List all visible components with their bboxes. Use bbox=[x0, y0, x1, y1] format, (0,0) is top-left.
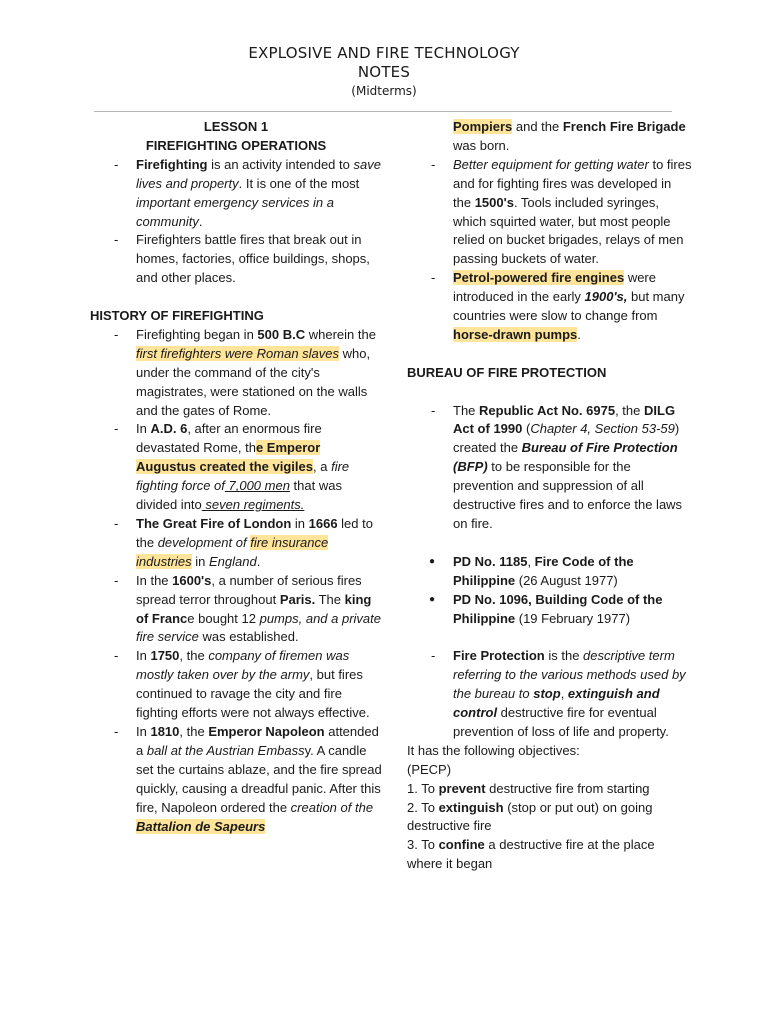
text-run: 1750 bbox=[150, 648, 180, 664]
document-subtitle: (Midterms) bbox=[351, 84, 417, 98]
text-run: 1810 bbox=[150, 723, 180, 739]
history-item bbox=[90, 647, 382, 723]
text-run: company of firemen was mostly taken over by the army bbox=[136, 648, 350, 683]
highlighted-text: horse-drawn pumps bbox=[453, 326, 578, 342]
text-run: . It is one of the most bbox=[238, 175, 360, 191]
text-run: pumps, and a private fire service bbox=[136, 610, 381, 645]
text-run: The Great Fire of London bbox=[136, 516, 292, 532]
text-run: save lives and property bbox=[136, 156, 381, 191]
objectives-list bbox=[407, 780, 692, 875]
text-run: destructive fire for eventual prevention of loss of life and property. bbox=[453, 705, 669, 739]
text-run: , a bbox=[313, 459, 332, 475]
text-run: PD No. 1096, Building Code of the Philippine bbox=[453, 591, 663, 626]
history-heading: HISTORY OF FIREFIGHTING bbox=[90, 308, 264, 324]
highlighted-text: Pompiers bbox=[453, 119, 513, 134]
text-run: fire fighting force of bbox=[136, 459, 350, 494]
text-run: Fire Protection bbox=[453, 648, 545, 664]
text-run: , bbox=[527, 553, 535, 569]
bfp-item bbox=[407, 402, 692, 534]
text-run: . bbox=[577, 326, 581, 342]
history-item bbox=[407, 156, 692, 269]
history-list bbox=[90, 326, 382, 836]
text-run: development of bbox=[157, 534, 251, 550]
text-run: descriptive term referring to the various methods used by the bureau to bbox=[453, 648, 686, 702]
text-run: , after an enormous fire devastated Rome, th bbox=[136, 421, 322, 456]
text-run: important emergency services in a community bbox=[136, 194, 334, 229]
text-run: stop bbox=[533, 686, 561, 702]
text-run: Chapter 4, Section 53-59 bbox=[530, 421, 675, 437]
text-run: 1. To bbox=[407, 780, 439, 796]
text-run: , the bbox=[179, 648, 209, 664]
text-run: Firefighting bbox=[136, 156, 208, 172]
text-run: A.D. 6 bbox=[150, 421, 188, 437]
highlighted-text: fire insurance industries bbox=[136, 534, 329, 569]
left-column bbox=[90, 118, 382, 836]
text-run: . bbox=[256, 553, 261, 569]
document-title-line1: EXPLOSIVE AND FIRE TECHNOLOGY bbox=[248, 44, 520, 62]
right-column bbox=[407, 118, 692, 874]
objective-item bbox=[407, 836, 692, 874]
objective-item bbox=[407, 780, 692, 799]
history-item bbox=[90, 515, 382, 572]
objectives-intro: It has the following objectives: bbox=[407, 742, 580, 758]
history-item bbox=[407, 269, 692, 345]
text-run: 500 B.C bbox=[257, 326, 306, 342]
text-run: 1500's bbox=[474, 194, 514, 210]
text-run: and the bbox=[512, 119, 563, 134]
text-run: in bbox=[191, 553, 209, 569]
text-run: 1600's bbox=[172, 572, 212, 588]
intro-list bbox=[90, 156, 382, 288]
text-run: In bbox=[136, 648, 151, 664]
text-run: ( bbox=[522, 421, 531, 437]
text-run: wherein the bbox=[305, 326, 376, 342]
text-run: ) created the bbox=[453, 421, 680, 456]
text-run: (19 February 1977) bbox=[515, 610, 631, 626]
text-run: 1900's, bbox=[584, 289, 628, 305]
intro-item bbox=[90, 156, 382, 232]
text-run: seven regiments. bbox=[201, 497, 305, 513]
text-run: y. A candle set the curtains ablaze, and the fire spread quickly, causing a dreadful panic. After this fire, Napoleon ordered the bbox=[136, 742, 382, 815]
text-run: Paris. bbox=[279, 591, 316, 607]
text-run: e bought 12 bbox=[187, 610, 260, 626]
text-run: 3. To bbox=[407, 837, 439, 853]
text-run: that was divided into bbox=[136, 478, 342, 513]
text-run: a destructive fire at the place where it began bbox=[407, 837, 655, 872]
history-item bbox=[90, 420, 382, 515]
text-run: England bbox=[208, 553, 257, 569]
highlighted-text: first firefighters were Roman slaves bbox=[136, 345, 340, 361]
text-run: In bbox=[136, 421, 151, 437]
intro-item bbox=[90, 231, 382, 288]
highlighted-text: Battalion de Sapeurs bbox=[136, 818, 266, 834]
history-continued-list bbox=[407, 156, 692, 345]
objective-item bbox=[407, 799, 692, 837]
text-run: led to the bbox=[136, 516, 373, 550]
text-run: 2. To bbox=[407, 799, 439, 815]
text-run: ball at the Austrian Embass bbox=[146, 742, 305, 758]
header-divider bbox=[94, 111, 672, 112]
text-run: In the bbox=[136, 572, 173, 588]
pd-item bbox=[407, 591, 692, 629]
text-run: was established. bbox=[198, 629, 299, 645]
text-run: to fires and for fighting fires was developed in the bbox=[453, 156, 692, 210]
text-run: creation of the bbox=[290, 799, 374, 815]
text-run: Better equipment for getting water bbox=[453, 156, 649, 172]
text-run: Emperor Napoleon bbox=[208, 723, 325, 739]
text-run: , the bbox=[615, 402, 644, 418]
text-run: , but fires continued to ravage the city and fire fighting efforts were not always effective. bbox=[136, 667, 370, 721]
text-run: , a number of serious fires spread terror throughout bbox=[136, 572, 362, 607]
text-run: were introduced in the early bbox=[453, 270, 656, 305]
text-run: The bbox=[315, 591, 345, 607]
text-run: Fire Code of the Philippine bbox=[453, 553, 634, 588]
text-run: , bbox=[560, 686, 568, 702]
text-run: is an activity intended to bbox=[207, 156, 354, 172]
highlighted-text: Petrol-powered fire engines bbox=[453, 270, 625, 286]
text-run: in bbox=[291, 516, 309, 532]
text-run: prevent bbox=[438, 780, 486, 796]
highlighted-text: e Emperor Augustus created the vigiles bbox=[136, 440, 321, 475]
text-run: Republic Act No. 6975 bbox=[479, 402, 616, 418]
text-run: to be responsible for the prevention and suppression of all destructive fires and to enforce the laws on fire. bbox=[453, 459, 683, 531]
pd-item bbox=[407, 553, 692, 591]
text-run: is the bbox=[544, 648, 584, 664]
text-run: but many countries were slow to change from bbox=[453, 289, 685, 324]
text-run: attended a bbox=[136, 723, 379, 758]
objectives-acronym: (PECP) bbox=[407, 761, 452, 777]
history-item bbox=[90, 572, 382, 648]
text-run: French Fire Brigade bbox=[562, 119, 686, 134]
text-run: Firefighters battle fires that break out in homes, factories, office buildings, shops, and other places. bbox=[136, 232, 370, 286]
text-run: 1666 bbox=[308, 516, 338, 532]
history-item bbox=[90, 723, 382, 836]
text-run: . bbox=[198, 213, 203, 229]
text-run: . Tools included syringes, which squirted water, but most people relied on bucket brigades, relays of men passing buckets of water. bbox=[453, 194, 684, 267]
lesson-title: FIREFIGHTING OPERATIONS bbox=[145, 137, 327, 153]
document-header bbox=[0, 44, 768, 100]
text-run: , the bbox=[179, 723, 209, 739]
history-item bbox=[90, 326, 382, 421]
fire-protection-item bbox=[407, 647, 692, 742]
text-run: who, under the command of the city's magistrates, were stationed on the walls and the gates of Rome. bbox=[136, 345, 371, 418]
text-run: In bbox=[136, 723, 151, 739]
text-run: extinguish and control bbox=[453, 686, 660, 721]
text-run: PD No. 1185 bbox=[453, 553, 528, 569]
lesson-label: LESSON 1 bbox=[203, 119, 269, 134]
text-run: 7,000 men bbox=[224, 478, 290, 494]
text-run: (stop or put out) on going destructive fire bbox=[407, 799, 653, 834]
document-title-line2: NOTES bbox=[357, 63, 411, 81]
text-run: extinguish bbox=[438, 799, 504, 815]
text-run: (26 August 1977) bbox=[515, 572, 618, 588]
text-run: king of Franc bbox=[136, 591, 372, 626]
bfp-heading: BUREAU OF FIRE PROTECTION bbox=[407, 364, 607, 380]
text-run: confine bbox=[438, 837, 485, 853]
text-run: Firefighting began in bbox=[136, 326, 258, 342]
text-run: Bureau of Fire Protection (BFP) bbox=[453, 440, 678, 475]
pd-list bbox=[407, 553, 692, 629]
text-run: The bbox=[453, 402, 480, 418]
text-run: destructive fire from starting bbox=[485, 780, 650, 796]
continued-paragraph bbox=[407, 118, 692, 156]
text-run: DILG Act of 1990 bbox=[453, 402, 676, 437]
text-run: was born. bbox=[453, 137, 510, 153]
